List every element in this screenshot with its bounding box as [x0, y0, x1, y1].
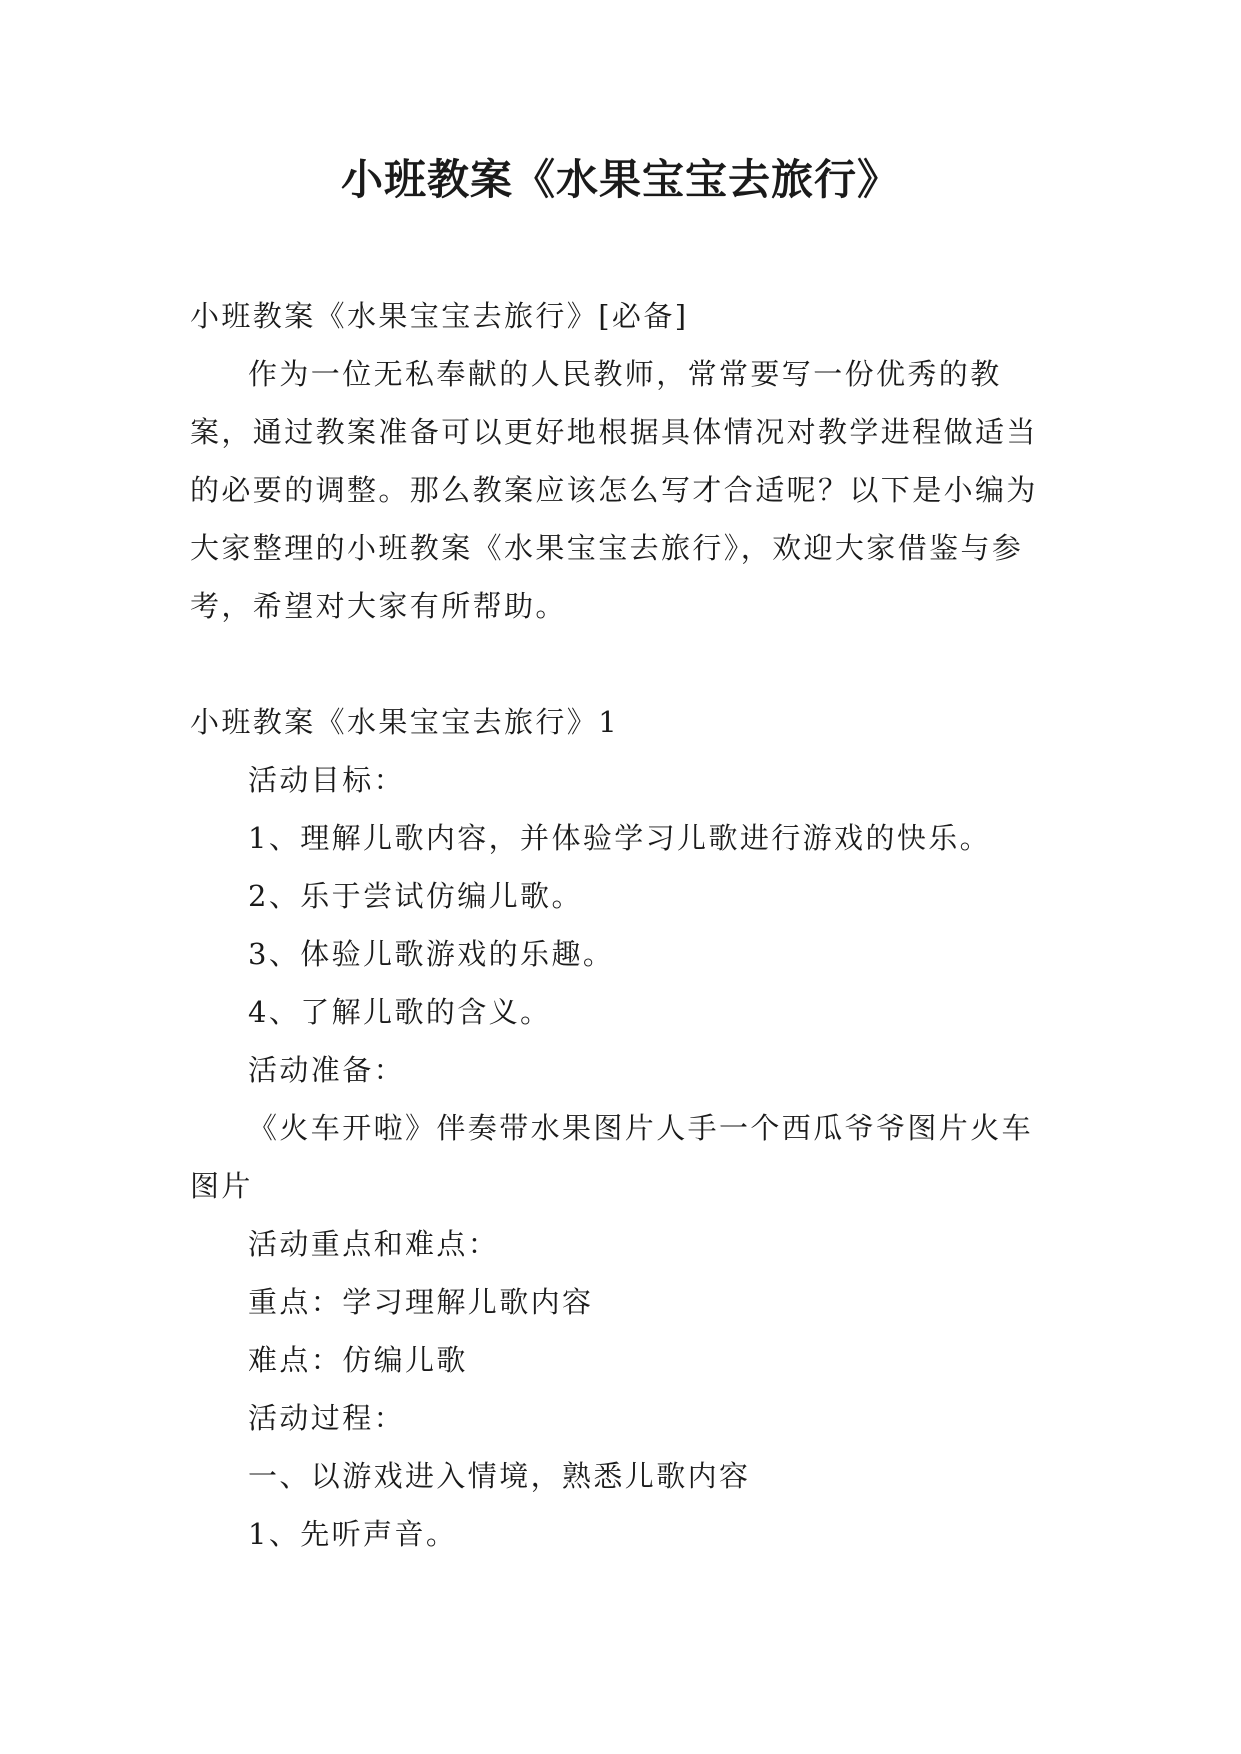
process-heading: 活动过程： — [248, 1401, 406, 1435]
goal-item-2: 2、乐于尝试仿编儿歌。 — [248, 879, 583, 913]
document-subtitle: 小班教案《水果宝宝去旅行》[必备] — [190, 299, 689, 333]
preparation-text: 《火车开啦》伴奏带水果图片人手一个西瓜爷爷图片火车图片 — [190, 1111, 1034, 1203]
paragraph-gap — [190, 635, 1058, 693]
keypoint-text: 重点：学习理解儿歌内容 — [248, 1285, 594, 1319]
document-body — [190, 287, 1058, 1563]
keypoints-heading: 活动重点和难点： — [248, 1227, 500, 1261]
goal-item-4: 4、了解儿歌的含义。 — [248, 995, 552, 1029]
goal-item-3: 3、体验儿歌游戏的乐趣。 — [248, 937, 615, 971]
difficulty-text: 难点：仿编儿歌 — [248, 1343, 468, 1377]
page-title: 小班教案《水果宝宝去旅行》 — [340, 155, 900, 204]
intro-paragraph: 作为一位无私奉献的人民教师，常常要写一份优秀的教案，通过教案准备可以更好地根据具体情况对教学进程做适当的必要的调整。那么教案应该怎么写才合适呢？以下是小编为大家整理的小班教案《水果宝宝去旅行》，欢迎大家借鉴与参考，希望对大家有所帮助。 — [190, 357, 1038, 623]
goal-item-1: 1、理解儿歌内容，并体验学习儿歌进行游戏的快乐。 — [248, 821, 992, 855]
preparation-heading: 活动准备： — [248, 1053, 406, 1087]
goals-heading: 活动目标： — [248, 763, 406, 797]
step-heading-1: 一、以游戏进入情境，熟悉儿歌内容 — [248, 1459, 751, 1493]
step-item-1-1: 1、先听声音。 — [248, 1517, 458, 1551]
section-heading: 小班教案《水果宝宝去旅行》1 — [190, 705, 620, 739]
